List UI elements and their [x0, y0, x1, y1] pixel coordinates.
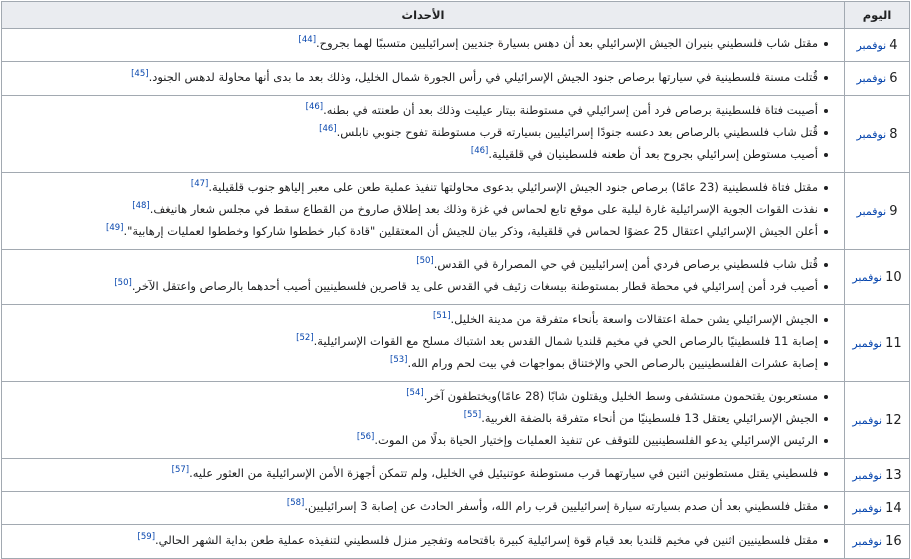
event-item	[10, 433, 818, 447]
events-list	[10, 389, 830, 447]
event-text: أصيب فرد أمن إسرائيلي في محطة قطار بمستوطنة بيسغات زئيف في القدس على يد قاصرين فلسطينيين أصيب أحدهما بالرصاص واعتقل الآخر.	[131, 279, 818, 293]
table-row	[2, 305, 910, 382]
event-item	[10, 356, 818, 370]
month-link[interactable]: نوفمبر	[852, 336, 883, 350]
events-list	[10, 466, 830, 480]
event-item	[10, 466, 818, 480]
events-cell	[2, 250, 845, 305]
day-number: 12	[885, 412, 902, 428]
events-list	[10, 533, 830, 547]
events-cell	[2, 62, 845, 96]
day-number: 6	[889, 71, 898, 86]
citation-link[interactable]: [50]	[114, 278, 132, 289]
event-item	[10, 70, 818, 84]
month-link[interactable]: نوفمبر	[856, 127, 887, 141]
day-number: 16	[885, 534, 902, 549]
citation-link[interactable]: [57]	[171, 465, 190, 476]
day-number: 8	[889, 126, 898, 142]
event-text: قُتلت مسنة فلسطينية في سيارتها برصاص جنود الجيش الإسرائيلي في رأس الجورة شمال الخليل، وذلك بعد ما بدى أنها محاولة لدهس الجنود.	[148, 69, 818, 84]
event-item	[10, 533, 818, 547]
day-cell	[845, 96, 910, 173]
event-text: قُتل شاب فلسطيني بالرصاص بعد دعسه جنودًا إسرائيليين بسيارته قرب مستوطنة تفوح جنوبي نابلس.	[336, 125, 818, 139]
month-link[interactable]: نوفمبر	[852, 468, 883, 482]
events-table	[1, 1, 910, 559]
month-link[interactable]: نوفمبر	[852, 501, 883, 515]
day-number: 11	[885, 335, 902, 351]
event-text: مقتل شاب فلسطيني بنيران الجيش الإسرائيلي بعد أن دهس بسيارة جنديين إسرائيليين متسببًا لهما بجروح.	[316, 36, 818, 50]
event-item	[10, 334, 818, 348]
event-text: فلسطيني يقتل مستطونين اثنين في سيارتهما قرب مستوطنة عوتنيئيل في الخليل، ولم تتمكن أجهزة الأمن الإسرائيلية من العثور عليه.	[189, 466, 818, 480]
event-text: مقتل فلسطينيين اثنين في مخيم قلنديا بعد قيام قوة إسرائيلية كبيرة باقتحامه وتفجير منزل فلسطيني لتنفيذه عملية طعن بداية الشهر الحالي.	[155, 532, 818, 547]
citation-link[interactable]: [54]	[406, 388, 424, 399]
events-cell	[2, 492, 845, 525]
month-link[interactable]: نوفمبر	[852, 535, 883, 548]
events-list	[10, 257, 830, 293]
event-item	[10, 312, 818, 326]
event-text: مقتل فلسطيني بعد أن صدم بسيارته سيارة إسرائيليين قرب رام الله، وأسفر الحادث عن إصابة 3 إسرائيليين.	[304, 499, 818, 513]
event-item	[10, 147, 818, 161]
day-cell	[845, 62, 910, 96]
header-day: اليوم	[845, 2, 910, 29]
event-text: الجيش الإسرائيلي يعتقل 13 فلسطينيًا من أنحاء متفرقة بالضفة الغربية.	[481, 411, 818, 425]
citation-link[interactable]: [45]	[131, 68, 149, 79]
citation-link[interactable]: [46]	[470, 146, 489, 157]
day-number: 10	[885, 269, 902, 285]
day-cell	[845, 459, 910, 492]
citation-link[interactable]: [58]	[286, 498, 305, 509]
event-text: إصابة عشرات الفلسطينيين بالرصاص الحي والإختناق بمواجهات في بيت لحم ورام الله.	[407, 356, 818, 370]
table-row	[2, 29, 910, 62]
citation-link[interactable]: [56]	[356, 432, 375, 443]
events-list	[10, 36, 830, 50]
citation-link[interactable]: [46]	[305, 102, 324, 113]
event-item	[10, 499, 818, 513]
event-text: قُتل شاب فلسطيني برصاص فردي أمن إسرائيليين في حي المصرارة في القدس.	[433, 257, 818, 271]
citation-link[interactable]: [48]	[132, 201, 150, 212]
citation-link[interactable]: [44]	[298, 35, 317, 46]
event-text: أصيبت فتاة فلسطينية برصاص فرد أمن إسرائيلي في مستوطنة بيتار عيليت وذلك بعد أن طعنته في بطنه.	[323, 103, 818, 117]
day-cell	[845, 29, 910, 62]
event-text: الرئيس الإسرائيلي يدعو الفلسطينيين للتوقف عن تنفيذ العمليات وإختيار الحياة بدلًا من الموت.	[374, 433, 818, 447]
month-link[interactable]: نوفمبر	[852, 270, 883, 284]
events-cell	[2, 96, 845, 173]
header-events: الأحداث	[2, 2, 845, 29]
event-item	[10, 103, 818, 117]
citation-link[interactable]: [55]	[463, 410, 482, 421]
citation-link[interactable]: [47]	[190, 179, 209, 190]
events-cell	[2, 459, 845, 492]
day-number: 4	[889, 37, 898, 53]
day-number: 14	[885, 500, 902, 516]
table-row	[2, 525, 910, 559]
events-cell	[2, 382, 845, 459]
citation-link[interactable]: [53]	[390, 355, 408, 366]
event-text: أعلن الجيش الإسرائيلي اعتقال 25 عضوًا لحماس في قلقيلية، وذكر بيان للجيش أن المعتقلين "قادة كبار خططوا شاركوا وخططوا لعمليات إرهابية".	[123, 224, 818, 238]
event-text: مستعربون يقتحمون مستشفى وسط الخليل ويقتلون شابًا (28 عامًا)ويختطفون آخر.	[423, 389, 818, 403]
table-row	[2, 173, 910, 250]
month-link[interactable]: نوفمبر	[856, 38, 887, 52]
events-list	[10, 103, 830, 161]
citation-link[interactable]: [50]	[416, 256, 434, 267]
citation-link[interactable]: [52]	[296, 333, 314, 344]
table-row	[2, 62, 910, 96]
event-item	[10, 36, 818, 50]
day-cell	[845, 492, 910, 525]
month-link[interactable]: نوفمبر	[856, 72, 887, 85]
day-cell	[845, 305, 910, 382]
table-row	[2, 382, 910, 459]
event-text: مقتل فتاة فلسطينية (23 عامًا) برصاص جنود الجيش الإسرائيلي بدعوى محاولتها تنفيذ عملية طعن على معبر إلياهو جنوب قلقيلية.	[208, 180, 818, 194]
table-row	[2, 250, 910, 305]
day-cell	[845, 382, 910, 459]
events-cell	[2, 525, 845, 559]
events-list	[10, 180, 830, 238]
citation-link[interactable]: [49]	[106, 223, 124, 234]
events-list	[10, 499, 830, 513]
table-row	[2, 492, 910, 525]
header-row	[2, 2, 910, 29]
citation-link[interactable]: [51]	[433, 311, 451, 322]
month-link[interactable]: نوفمبر	[856, 204, 887, 218]
event-item	[10, 125, 818, 139]
events-list	[10, 312, 830, 370]
event-item	[10, 411, 818, 425]
table-row	[2, 96, 910, 173]
month-link[interactable]: نوفمبر	[852, 413, 883, 427]
event-item	[10, 180, 818, 194]
event-text: أصيب مستوطن إسرائيلي بجروح بعد أن طعنه فلسطينيان في قلقيلية.	[488, 147, 818, 161]
events-cell	[2, 29, 845, 62]
event-text: إصابة 11 فلسطينيًا بالرصاص الحي في مخيم قلنديا شمال القدس بعد اشتباك مسلح مع القوات الإسرائيلية.	[313, 334, 818, 348]
citation-link[interactable]: [59]	[137, 531, 156, 542]
events-cell	[2, 305, 845, 382]
event-item	[10, 224, 818, 238]
day-number: 9	[889, 203, 898, 219]
event-item	[10, 389, 818, 403]
event-text: الجيش الإسرائيلي يشن حملة اعتقالات واسعة بأنحاء متفرقة من مدينة الخليل.	[450, 312, 818, 326]
day-cell	[845, 173, 910, 250]
day-cell	[845, 250, 910, 305]
citation-link[interactable]: [46]	[319, 124, 337, 135]
day-number: 13	[885, 467, 902, 483]
event-item	[10, 257, 818, 271]
day-cell	[845, 525, 910, 559]
events-cell	[2, 173, 845, 250]
event-item	[10, 202, 818, 216]
events-list	[10, 70, 830, 84]
event-text: نفذت القوات الجوية الإسرائيلية غارة ليلية على موقع تابع لحماس في غزة وذلك بعد إطلاق صاروخ من القطاع سقط في مجلس شعار هانيغف.	[149, 202, 818, 216]
event-item	[10, 279, 818, 293]
table-row	[2, 459, 910, 492]
